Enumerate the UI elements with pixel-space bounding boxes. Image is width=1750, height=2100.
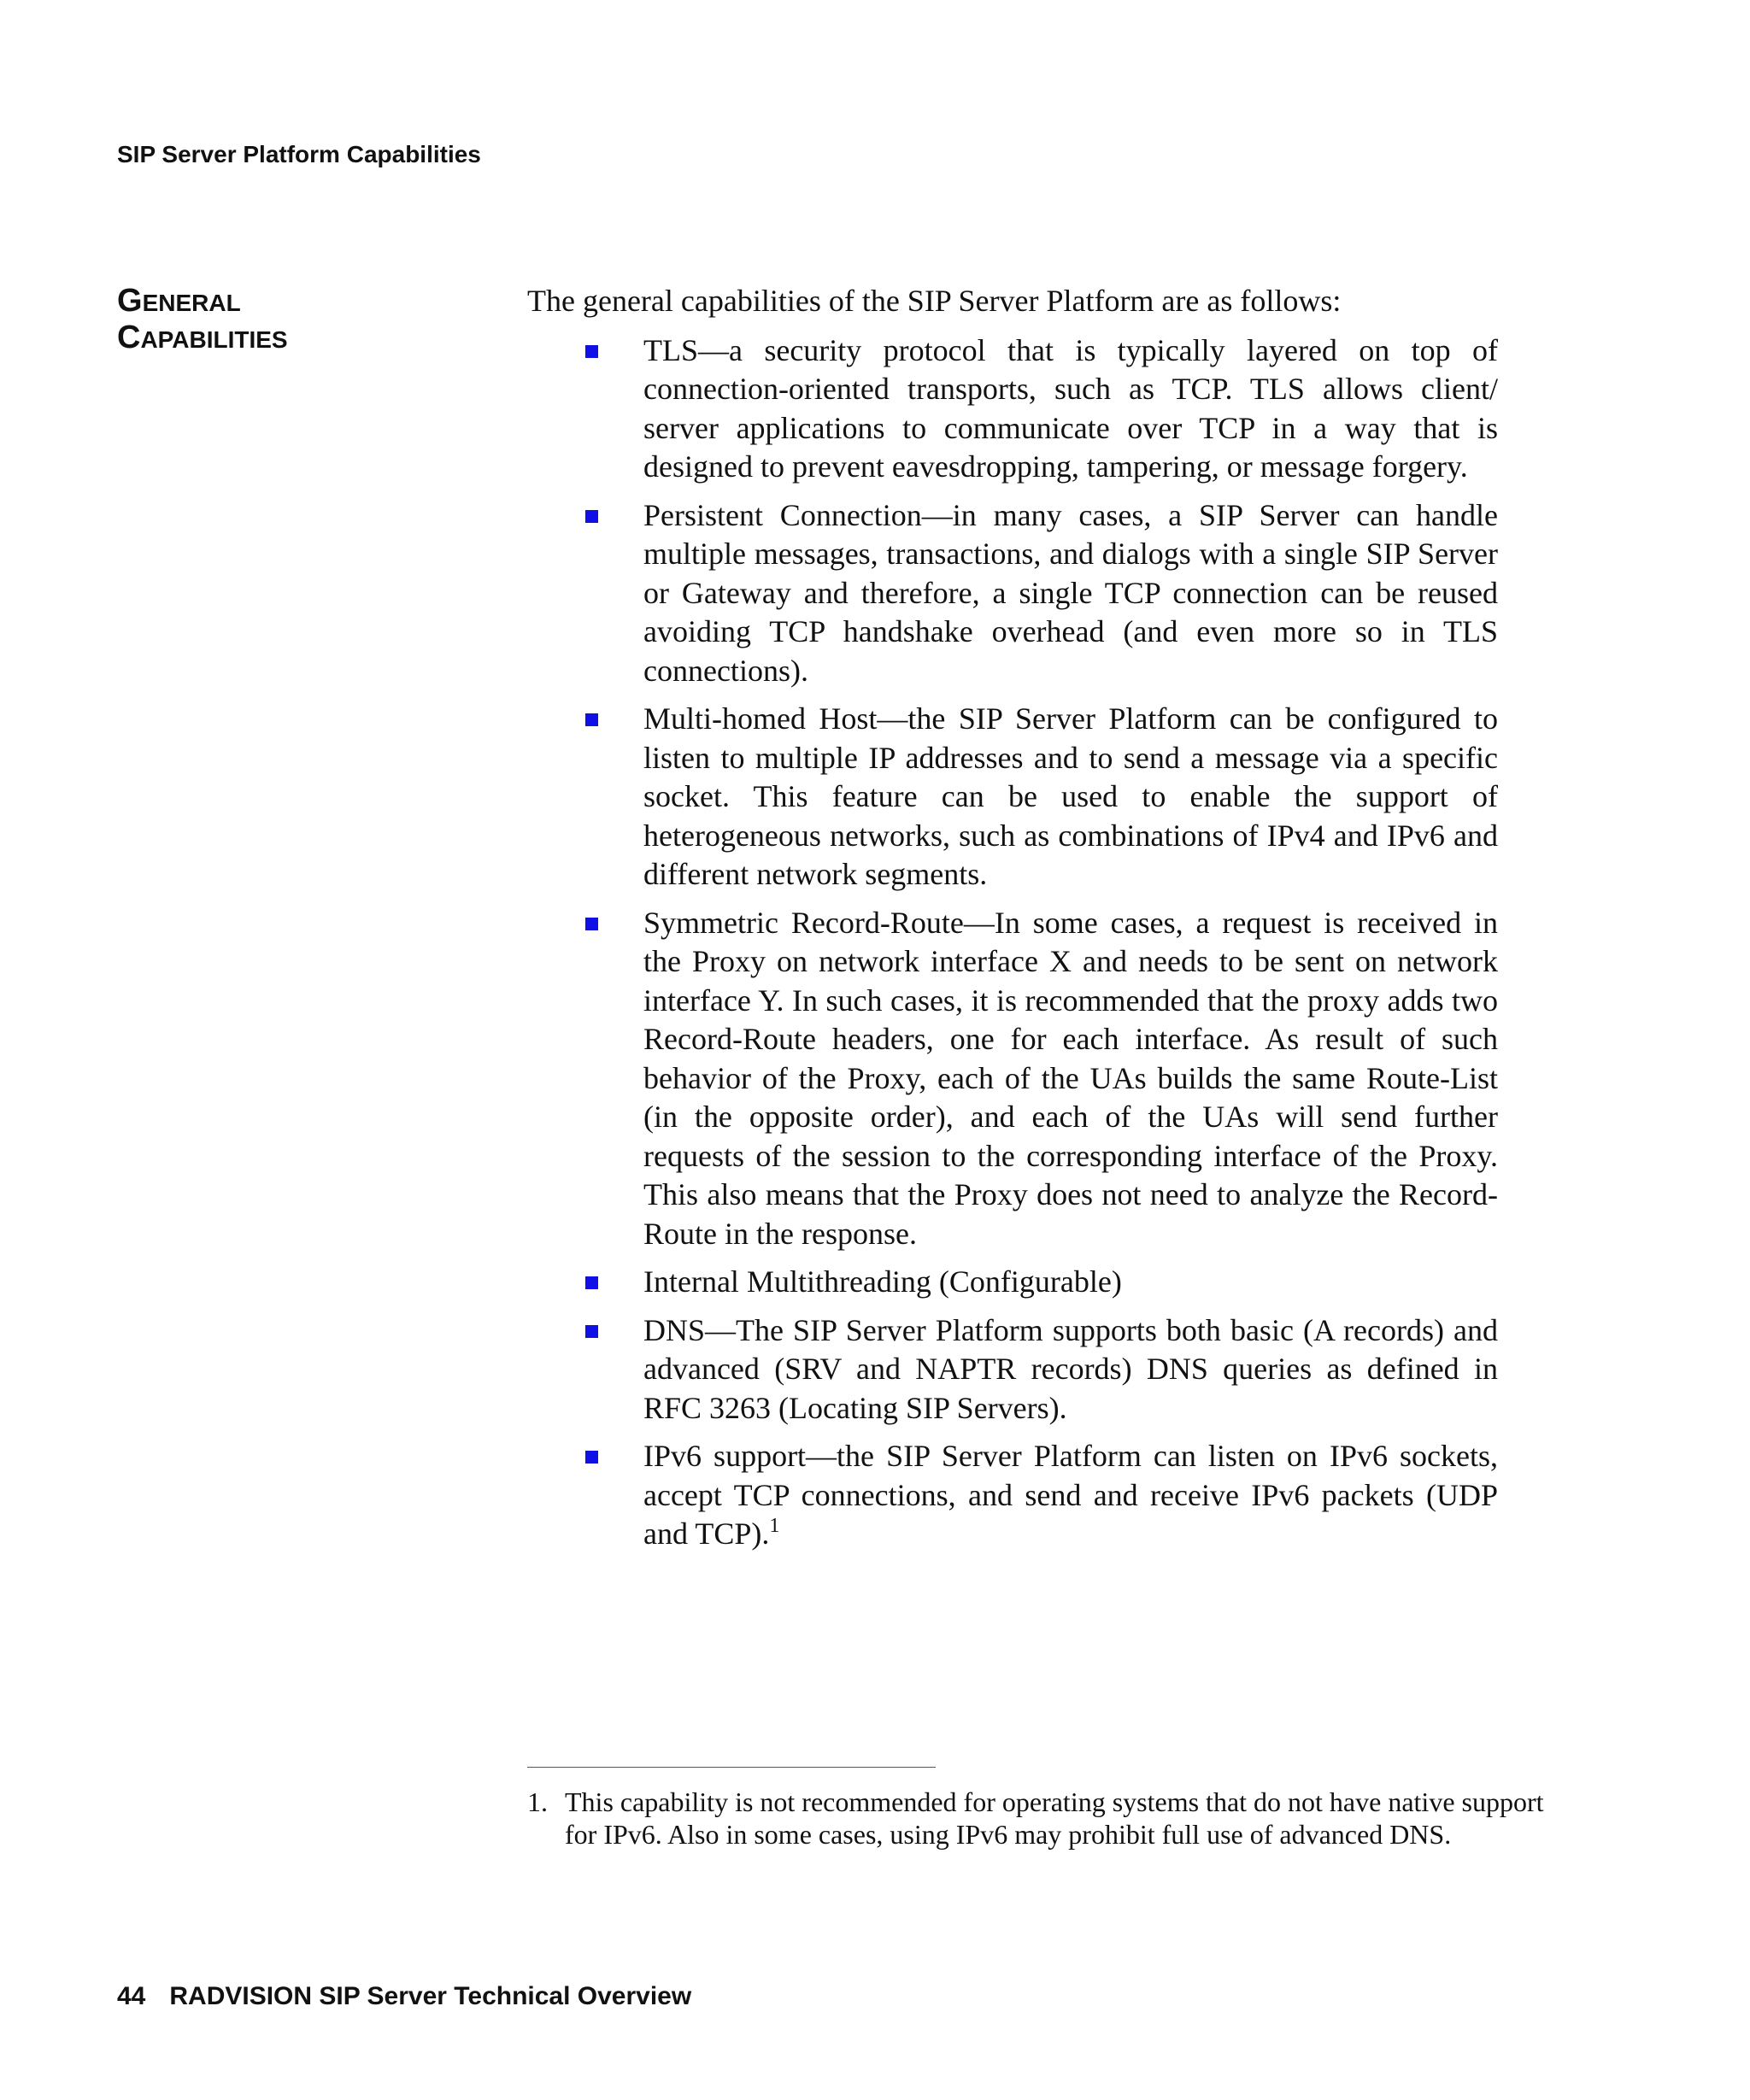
heading-rest: APABILITIES (140, 326, 288, 353)
section-heading-line-1 (117, 284, 476, 320)
document-title: RADVISION SIP Server Technical Overview (169, 1982, 692, 2010)
list-item (527, 1437, 1536, 1554)
footnote-number: 1. (527, 1786, 548, 1817)
list-item (527, 1263, 1536, 1302)
list-item-body: IPv6 support—the SIP Server Platform can listen on IPv6 sockets, accept TCP connections, and send and receive IPv6 packets (UDP and TCP). (643, 1439, 1498, 1551)
square-bullet-icon (585, 918, 598, 930)
section-heading (117, 284, 476, 357)
square-bullet-icon (585, 510, 598, 523)
list-item-text: Multi-homed Host—the SIP Server Platform can be configured to listen to multiple IP addresses and to send a message via a specific socket. This feature can be used to enable the support of heterogeneous networks, such as combinations of IPv4 and IPv6 and different network segments. (643, 701, 1498, 891)
footnote (527, 1786, 1553, 1851)
square-bullet-icon (585, 1451, 598, 1464)
list-item-text (643, 1437, 1498, 1554)
list-item (527, 496, 1536, 691)
list-item-text: Internal Multithreading (Configurable) (643, 1264, 1122, 1299)
list-item (527, 1311, 1536, 1428)
list-item-text: Symmetric Record-Route—In some cases, a request is received in the Proxy on network interface X and needs to be sent on network interface Y. In such cases, it is recommended that the proxy adds two Record-Route headers, one for each interface. As result of such behavior of the Proxy, each of the UAs builds the same Route-List (in the opposite order), and each of the UAs will send further requests of the session to the corresponding interface of the Proxy. This also means that the Proxy does not need to analyze the Record-Route in the response. (643, 905, 1498, 1251)
square-bullet-icon (585, 713, 598, 726)
page-number: 44 (117, 1982, 146, 2010)
list-item-text: TLS—a security protocol that is typically layered on top of connection-oriented transports, such as TCP. TLS allows client/ server applications to communicate over TCP in a way that is designed to prevent eavesdropping, tampering, or message forgery. (643, 332, 1498, 484)
running-footer (117, 1980, 691, 2013)
heading-initial: G (117, 283, 143, 319)
list-item (527, 904, 1536, 1254)
capabilities-list (527, 331, 1536, 1554)
square-bullet-icon (585, 345, 598, 358)
list-item-text: DNS—The SIP Server Platform supports both basic (A records) and advanced (SRV and NAPTR records) DNS queries as defined in RFC 3263 (Locating SIP Servers). (643, 1312, 1498, 1425)
list-item (527, 331, 1536, 487)
list-item (527, 700, 1536, 895)
footnote-reference[interactable]: 1 (769, 1515, 780, 1537)
footnote-text: This capability is not recommended for operating systems that do not have native support for IPv6. Also in some cases, using IPv6 may prohibit full use of advanced DNS. (565, 1786, 1544, 1850)
heading-rest: ENERAL (142, 290, 241, 316)
running-header: SIP Server Platform Capabilities (117, 141, 481, 167)
list-item-text: Persistent Connection—in many cases, a SIP Server can handle multiple messages, transactions, and dialogs with a single SIP Server or Gateway and therefore, a single TCP connection can be reused avoiding TCP handshake overhead (and even more so in TLS connections). (643, 497, 1498, 688)
heading-initial: C (117, 320, 141, 355)
section-heading-line-2 (117, 320, 476, 357)
intro-paragraph: The general capabilities of the SIP Server Platform are as follows: (527, 284, 1342, 318)
footnote-separator (527, 1767, 936, 1768)
square-bullet-icon (585, 1325, 598, 1338)
square-bullet-icon (585, 1276, 598, 1289)
body-column (527, 282, 1536, 1563)
